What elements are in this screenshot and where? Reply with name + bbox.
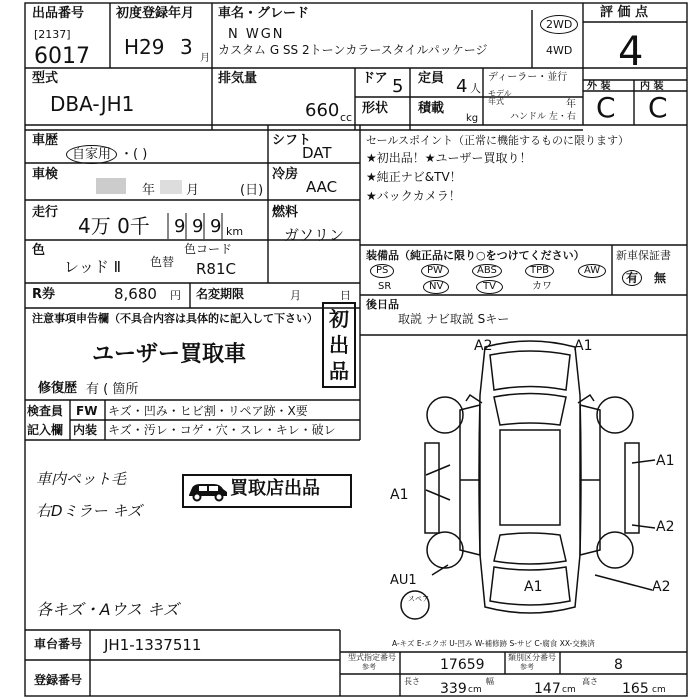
inspector-label: 検査員 bbox=[27, 404, 64, 418]
damage-mark-3: A1 bbox=[656, 453, 675, 469]
damage-mark-8: A2 bbox=[652, 579, 671, 595]
inspection-month-redacted bbox=[160, 180, 182, 194]
buyback-stamp bbox=[182, 474, 352, 508]
lot-no-label: 出品番号 bbox=[32, 6, 85, 21]
recycle-label: R券 bbox=[32, 287, 56, 302]
drive-4wd: 4WD bbox=[546, 44, 573, 57]
mileage-digit-1: 9 bbox=[174, 216, 186, 237]
length-value: 339 bbox=[440, 681, 467, 697]
fw-label: FW bbox=[76, 404, 98, 418]
exterior-label: 外 装 bbox=[587, 81, 611, 92]
handle-label: ハンドル 左・右 bbox=[510, 112, 576, 122]
repair-value: 有 ( 箇所 bbox=[86, 382, 139, 397]
color-code-value: R81C bbox=[196, 260, 236, 278]
first-reg-year: H29 bbox=[124, 35, 165, 59]
type-cert-label: 型式指定番号 bbox=[348, 653, 396, 662]
color-change-label: 色替 bbox=[150, 255, 175, 269]
capacity-label: 定員 bbox=[418, 71, 445, 86]
damage-mark-7: A1 bbox=[524, 579, 543, 595]
inspection-redacted bbox=[96, 178, 126, 194]
first-listing-stamp: 初出品 bbox=[322, 302, 356, 388]
width-unit: cm bbox=[562, 685, 576, 695]
equip-tpb: TPB bbox=[525, 264, 554, 278]
history-value: 自家用 bbox=[66, 145, 117, 164]
class-label: 類別区分番号 bbox=[508, 653, 556, 662]
inspection-label: 車検 bbox=[32, 167, 59, 182]
warranty-label: 新車保証書 bbox=[616, 249, 671, 262]
drive-2wd: 2WD bbox=[540, 15, 578, 34]
capacity-value: 4 bbox=[456, 76, 468, 97]
score-value: 4 bbox=[618, 29, 644, 75]
notes-title: 注意事項申告欄（不具合内容は具体的に記入して下さい） bbox=[32, 312, 318, 325]
mileage-unit: km bbox=[226, 225, 244, 238]
entry-label: 記入欄 bbox=[27, 423, 64, 437]
warranty-yes: 有 bbox=[622, 270, 642, 286]
height-value: 165 bbox=[622, 681, 649, 697]
lot-ref: [2137] bbox=[34, 28, 71, 41]
ac-label: 冷房 bbox=[272, 167, 299, 182]
first-reg-label: 初度登録年月 bbox=[116, 6, 195, 21]
width-value: 147 bbox=[534, 681, 561, 697]
damage-mark-6: AU1 bbox=[390, 573, 417, 588]
equip-leather: カワ bbox=[532, 281, 552, 292]
handwritten-note-1: 車内ペット毛 bbox=[36, 470, 127, 488]
year-unit: 年 bbox=[566, 99, 576, 110]
chassis-value: JH1-1337511 bbox=[104, 636, 202, 654]
displacement-label: 排気量 bbox=[218, 71, 258, 86]
sales-title: セールスポイント（正常に機能するものに限ります） bbox=[366, 134, 630, 147]
main-note: ユーザー買取車 bbox=[92, 342, 247, 367]
car-name: N WGN bbox=[228, 27, 285, 42]
displacement-value: 660 bbox=[305, 100, 340, 121]
equip-abs: ABS bbox=[472, 264, 502, 278]
model-label: 型式 bbox=[32, 71, 59, 86]
dealer-label: ディーラー・並行 bbox=[488, 72, 568, 83]
shift-label: シフト bbox=[272, 133, 312, 148]
ac-value: AAC bbox=[306, 178, 338, 196]
color-value: レッド Ⅱ bbox=[64, 258, 122, 276]
equip-tv: TV bbox=[476, 280, 503, 294]
sales-line-3: ★バックカメラ！ bbox=[366, 189, 461, 203]
damage-mark-4: A1 bbox=[390, 487, 409, 503]
month-unit: 月 bbox=[200, 53, 210, 64]
name-grade-label: 車名・グレード bbox=[218, 6, 310, 21]
model-value: DBA-JH1 bbox=[50, 92, 135, 116]
handwritten-note-2: 右Dミラー キズ bbox=[36, 502, 143, 520]
equipment-title: 装備品（純正品に限り○をつけてください） bbox=[366, 249, 585, 262]
fuel-value: ガソリン bbox=[284, 226, 345, 244]
interior-check-label: 内装 bbox=[73, 423, 98, 437]
mileage-grid bbox=[154, 213, 244, 239]
class-value: 8 bbox=[614, 657, 623, 673]
recycle-unit: 円 bbox=[170, 289, 181, 302]
first-reg-month: 3 bbox=[180, 35, 193, 59]
inspection-month-unit: 月 bbox=[186, 183, 200, 198]
length-unit: cm bbox=[468, 685, 482, 695]
retrofit-label: 後日品 bbox=[366, 298, 399, 311]
sales-line-1: ★初出品！★ユーザー買取り！ bbox=[366, 151, 532, 165]
lot-no: 6017 bbox=[34, 44, 90, 69]
spare-label: スペア bbox=[408, 595, 429, 603]
height-unit: cm bbox=[652, 685, 666, 695]
fuel-label: 燃料 bbox=[272, 205, 299, 220]
equip-nv: NV bbox=[423, 280, 449, 294]
color-code-label: 色コード bbox=[184, 242, 233, 256]
repair-label: 修復歴 bbox=[38, 381, 78, 396]
name-change-month: 月 bbox=[290, 289, 301, 302]
damage-mark-2: A1 bbox=[574, 338, 593, 354]
width-label: 幅 bbox=[486, 677, 494, 686]
chassis-label: 車台番号 bbox=[34, 637, 83, 651]
handwritten-note-3: 各キズ・Aウス キズ bbox=[36, 600, 179, 619]
doors-label: ドア bbox=[362, 71, 388, 86]
damage-mark-1: A2 bbox=[474, 338, 493, 354]
doors-value: 5 bbox=[392, 76, 404, 97]
sales-line-2: ★純正ナビ&TV！ bbox=[366, 170, 462, 184]
history-label: 車歴 bbox=[32, 133, 59, 148]
type-cert-value: 17659 bbox=[440, 657, 485, 673]
shape-label: 形状 bbox=[362, 101, 389, 116]
mileage-value: 4万 0千 bbox=[78, 214, 150, 238]
damage-legend: A-キズ E-エクボ U-凹み W-補修跡 S-サビ C-腐食 XX-交換済 bbox=[392, 639, 595, 648]
score-label: 評 価 点 bbox=[600, 5, 649, 20]
shift-value: DAT bbox=[302, 144, 332, 162]
interior-grade: C bbox=[648, 91, 668, 124]
equip-pw: PW bbox=[421, 264, 449, 278]
interior-label: 内 装 bbox=[640, 81, 664, 92]
buyback-stamp-label: 買取店出品 bbox=[230, 478, 320, 499]
height-label: 高さ bbox=[582, 677, 598, 686]
fw-items: キズ・凹み・ヒビ割・リペア跡・X要 bbox=[108, 404, 308, 418]
recycle-value: 8,680 bbox=[114, 285, 157, 303]
type-cert-ref: 参考 bbox=[362, 663, 376, 671]
equip-aw: AW bbox=[578, 264, 606, 278]
warranty-no: 無 bbox=[654, 271, 667, 285]
class-ref: 参考 bbox=[520, 663, 534, 671]
length-label: 長さ bbox=[404, 677, 420, 686]
equip-ps: PS bbox=[370, 264, 394, 278]
model-year-label: モデル年式 bbox=[488, 89, 512, 106]
reg-label: 登録番号 bbox=[34, 673, 83, 687]
mileage-digit-3: 9 bbox=[210, 216, 222, 237]
car-icon bbox=[186, 480, 230, 502]
capacity-unit: 人 bbox=[470, 82, 481, 95]
mileage-digit-2: 9 bbox=[192, 216, 204, 237]
color-label: 色 bbox=[32, 243, 46, 258]
name-change-label: 名変期限 bbox=[196, 287, 245, 301]
mileage-label: 走行 bbox=[32, 205, 59, 220]
loadage-label: 積載 bbox=[418, 101, 445, 116]
damage-mark-5: A2 bbox=[656, 519, 675, 535]
history-paren: ・( ) bbox=[120, 147, 148, 162]
retrofit-value: 取説 ナビ取説 Sキー bbox=[398, 312, 510, 326]
name-change-day: 日 bbox=[340, 289, 351, 302]
inspection-year-unit: 年 bbox=[142, 183, 156, 198]
loadage-unit: kg bbox=[466, 113, 479, 124]
inspection-day: (日) bbox=[240, 183, 264, 198]
exterior-grade: C bbox=[596, 91, 616, 124]
displacement-unit: cc bbox=[340, 111, 353, 124]
equip-sr: SR bbox=[378, 281, 392, 292]
car-grade: カスタム G SS 2トーンカラースタイルパッケージ bbox=[218, 43, 488, 57]
interior-check-items: キズ・汚レ・コゲ・穴・スレ・キレ・破レ bbox=[108, 423, 336, 437]
